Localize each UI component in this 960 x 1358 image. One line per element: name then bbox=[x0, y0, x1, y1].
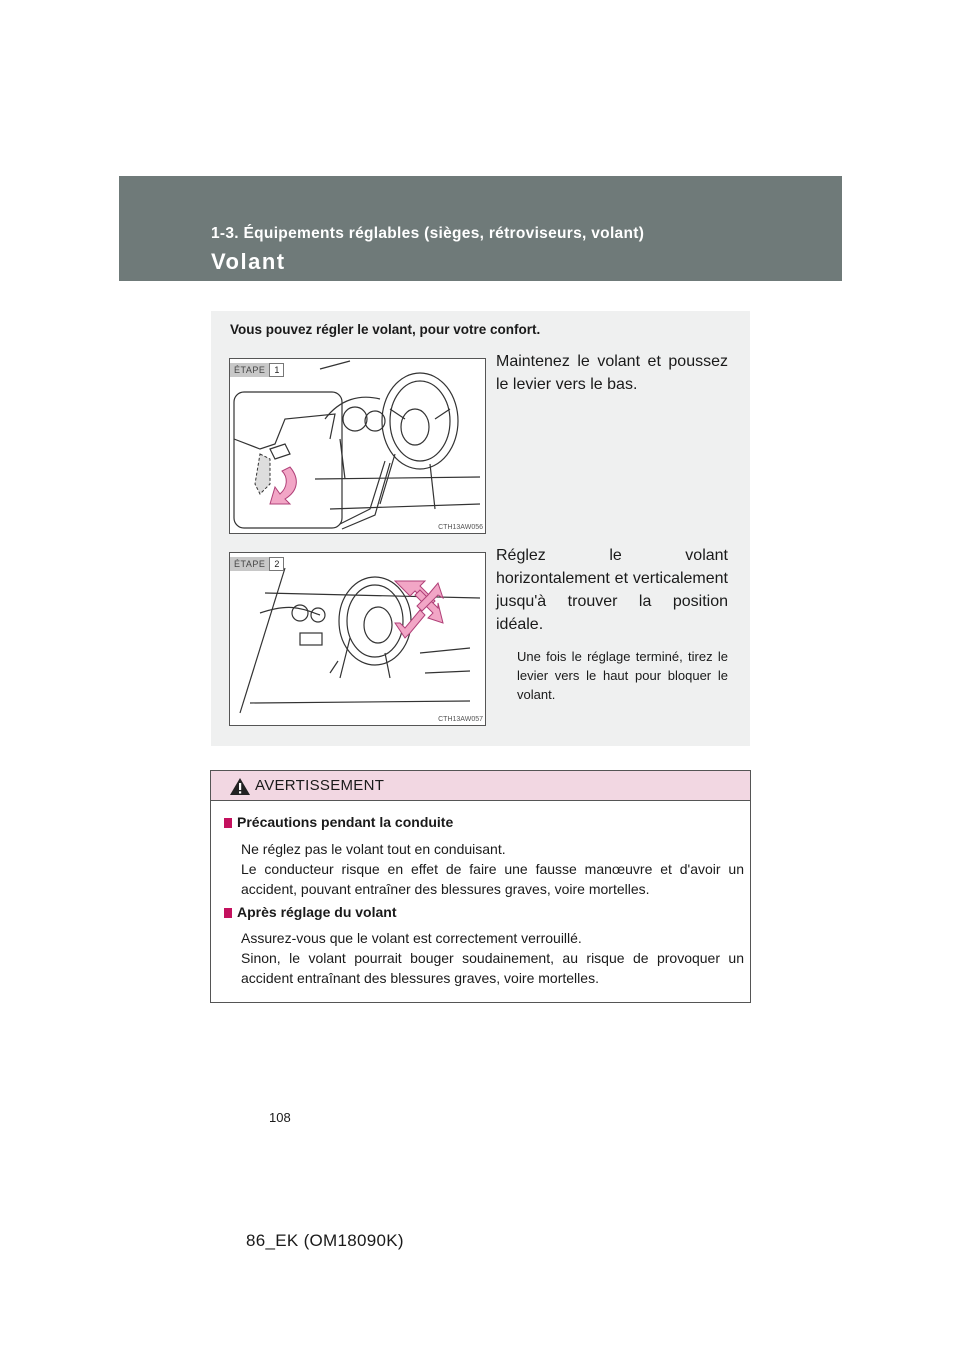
wheel-adjust-drawing bbox=[230, 553, 485, 725]
page-number: 108 bbox=[269, 1110, 291, 1125]
warning-label: AVERTISSEMENT bbox=[255, 777, 385, 794]
warning-heading-after-adjust bbox=[224, 904, 396, 920]
warning-body-driving bbox=[241, 839, 744, 899]
warning-triangle-icon bbox=[229, 777, 251, 796]
step-1-text: Maintenez le volant et poussez le levier vers le bas. bbox=[496, 353, 728, 393]
warning-box bbox=[210, 770, 751, 1003]
figure-code: CTH13AW057 bbox=[438, 716, 483, 723]
section-title: 1-3. Équipements réglables (sièges, rétroviseurs, volant) bbox=[211, 225, 645, 242]
warning-header bbox=[211, 771, 750, 801]
square-bullet-icon bbox=[224, 818, 232, 828]
step-1-illustration bbox=[229, 358, 486, 534]
chapter-header bbox=[119, 176, 842, 281]
step-2-illustration bbox=[229, 552, 486, 726]
page-title: Volant bbox=[211, 249, 286, 274]
square-bullet-icon bbox=[224, 908, 232, 918]
intro-text: Vous pouvez régler le volant, pour votre confort. bbox=[230, 322, 541, 337]
step-1-badge bbox=[230, 363, 284, 377]
step-number: 1 bbox=[269, 363, 284, 377]
body-line: Sinon, le volant pourrait bouger soudainement, au risque de provoquer un accident entraînant des blessures graves, voire mortelles. bbox=[241, 950, 744, 986]
step-2-text: Réglez le volant horizontalement et verticalement jusqu'à trouver la position idéale. bbox=[496, 547, 728, 633]
instruction-panel bbox=[211, 311, 750, 746]
figure-code: CTH13AW056 bbox=[438, 524, 483, 531]
body-line: Ne réglez pas le volant tout en conduisant. bbox=[241, 841, 506, 857]
heading-text: Précautions pendant la conduite bbox=[237, 814, 454, 830]
step-2-badge bbox=[230, 557, 284, 571]
body-line: Le conducteur risque en effet de faire une fausse manœuvre et d'avoir un accident, pouvant entraîner des blessures graves, voire mortelles. bbox=[241, 861, 744, 897]
step-2-note: Une fois le réglage terminé, tirez le levier vers le haut pour bloquer le volant. bbox=[517, 649, 728, 702]
document-code: 86_EK (OM18090K) bbox=[246, 1231, 404, 1250]
warning-heading-driving bbox=[224, 814, 453, 830]
step-number: 2 bbox=[269, 557, 284, 571]
step-label: ÉTAPE bbox=[230, 557, 269, 571]
body-line: Assurez-vous que le volant est correctement verrouillé. bbox=[241, 930, 582, 946]
lever-push-drawing bbox=[230, 359, 485, 533]
warning-body-after-adjust bbox=[241, 928, 744, 988]
step-label: ÉTAPE bbox=[230, 363, 269, 377]
heading-text: Après réglage du volant bbox=[237, 904, 397, 920]
